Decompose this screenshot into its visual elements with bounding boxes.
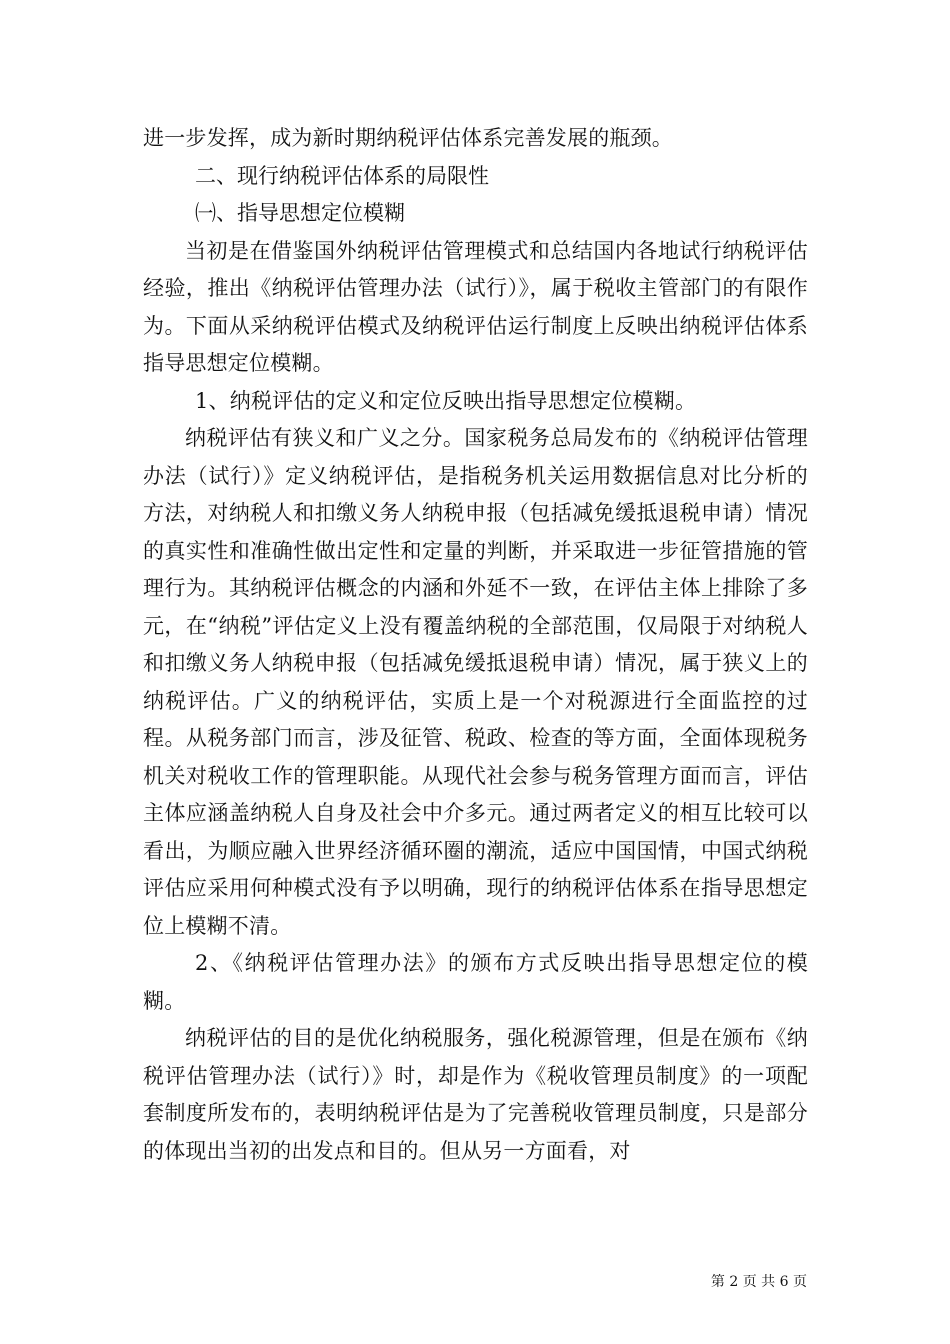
section-heading: 二、现行纳税评估体系的局限性	[195, 163, 489, 188]
paragraph-intro: 当初是在借鉴国外纳税评估管理模式和总结国内各地试行纳税评估经验，推出《纳税评估管理办法（试行）》，属于税收主管部门的有限作为。下面从采纳税评估模式及纳税评估运行制度上反映出纳税评估体系指导思想定位模糊。	[143, 238, 808, 375]
subsection-heading: ㈠、指导思想定位模糊	[195, 201, 405, 225]
document-body	[143, 120, 808, 1170]
paragraph-continuation: 进一步发挥，成为新时期纳税评估体系完善发展的瓶颈。	[143, 126, 673, 150]
numbered-point-2: 2、《纳税评估管理办法》的颁布方式反映出指导思想定位的模糊。	[143, 951, 808, 1013]
page-number-footer: 第 2 页 共 6 页	[710, 1274, 807, 1290]
numbered-point-1: 1、纳税评估的定义和定位反映出指导思想定位模糊。	[195, 388, 697, 413]
paragraph-purpose: 纳税评估的目的是优化纳税服务，强化税源管理，但是在颁布《纳税评估管理办法（试行）》时，却是作为《税收管理员制度》的一项配套制度所发布的，表明纳税评估是为了完善税收管理员制度，只是部分的体现出当初的出发点和目的。但从另一方面看，对	[143, 1026, 808, 1163]
paragraph-definition: 纳税评估有狭义和广义之分。国家税务总局发布的《纳税评估管理办法（试行）》定义纳税评估，是指税务机关运用数据信息对比分析的方法，对纳税人和扣缴义务人纳税申报（包括减免缓抵退税申请）情况的真实性和准确性做出定性和定量的判断，并采取进一步征管措施的管理行为。其纳税评估概念的内涵和外延不一致，在评估主体上排除了多元，在“纳税”评估定义上没有覆盖纳税的全部范围，仅局限于对纳税人和扣缴义务人纳税申报（包括减免缓抵退税申请）情况，属于狭义上的纳税评估。广义的纳税评估，实质上是一个对税源进行全面监控的过程。从税务部门而言，涉及征管、税政、检查的等方面，全面体现税务机关对税收工作的管理职能。从现代社会参与税务管理方面而言，评估主体应涵盖纳税人自身及社会中介多元。通过两者定义的相互比较可以看出，为顺应融入世界经济循环圈的潮流，适应中国国情，中国式纳税评估应采用何种模式没有予以明确，现行的纳税评估体系在指导思想定位上模糊不清。	[143, 426, 808, 938]
